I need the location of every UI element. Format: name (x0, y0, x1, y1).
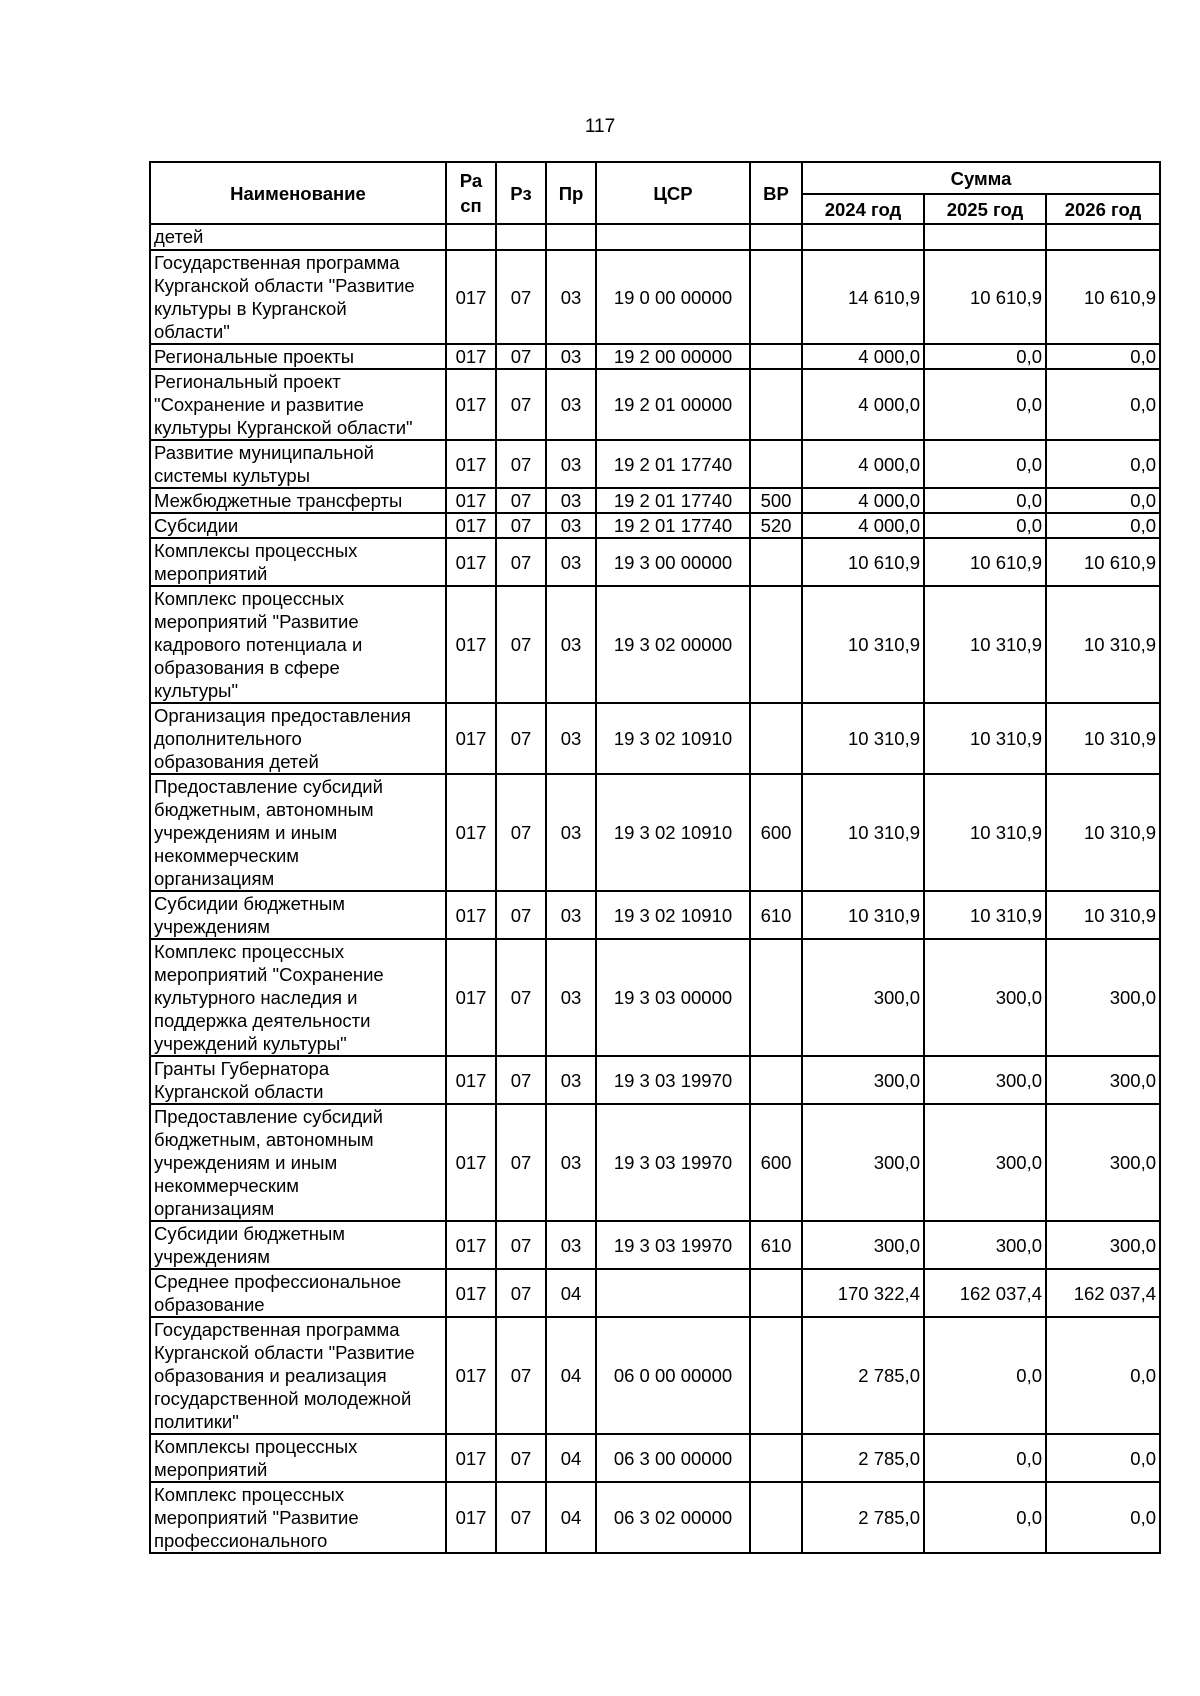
row-amount-2025: 10 310,9 (924, 891, 1046, 939)
row-rz: 07 (496, 1482, 546, 1553)
table-row (150, 1269, 1160, 1317)
row-name: Предоставление субсидий бюджетным, автономным учреждениям и иным некоммерческим организациям (150, 1104, 446, 1221)
row-amount-2026: 300,0 (1046, 1221, 1160, 1269)
row-csr: 19 3 03 19970 (596, 1221, 750, 1269)
row-vr (750, 369, 802, 440)
row-name: Государственная программа Курганской области "Развитие образования и реализация государственной молодежной политики" (150, 1317, 446, 1434)
row-amount-2024: 4 000,0 (802, 513, 924, 538)
row-csr: 19 3 03 00000 (596, 939, 750, 1056)
row-csr: 19 2 00 00000 (596, 344, 750, 369)
row-rasp: 017 (446, 369, 496, 440)
row-rasp: 017 (446, 1434, 496, 1482)
row-vr (750, 703, 802, 774)
row-rz: 07 (496, 250, 546, 344)
row-rz: 07 (496, 774, 546, 891)
row-csr: 19 3 02 10910 (596, 774, 750, 891)
row-name: Комплекс процессных мероприятий "Развитие профессионального (150, 1482, 446, 1553)
row-csr: 19 2 01 00000 (596, 369, 750, 440)
row-amount-2025: 0,0 (924, 1482, 1046, 1553)
table-row (150, 939, 1160, 1056)
row-amount-2024: 4 000,0 (802, 344, 924, 369)
row-vr (750, 939, 802, 1056)
row-rasp: 017 (446, 1221, 496, 1269)
row-rasp: 017 (446, 538, 496, 586)
row-amount-2026: 300,0 (1046, 1056, 1160, 1104)
row-vr (750, 1482, 802, 1553)
row-vr: 520 (750, 513, 802, 538)
row-amount-2024: 300,0 (802, 1104, 924, 1221)
row-vr (750, 440, 802, 488)
row-amount-2025: 0,0 (924, 440, 1046, 488)
row-amount-2026: 0,0 (1046, 440, 1160, 488)
header-sum: Сумма (802, 162, 1160, 194)
header-2025: 2025 год (924, 194, 1046, 224)
row-pr: 03 (546, 891, 596, 939)
row-pr: 03 (546, 250, 596, 344)
row-name: Комплекс процессных мероприятий "Сохранение культурного наследия и поддержка деятельности учреждений культуры" (150, 939, 446, 1056)
table-row (150, 440, 1160, 488)
table-row (150, 538, 1160, 586)
table-row (150, 1104, 1160, 1221)
row-csr: 19 3 02 10910 (596, 703, 750, 774)
row-amount-2026: 0,0 (1046, 1482, 1160, 1553)
row-amount-2024: 4 000,0 (802, 488, 924, 513)
row-csr: 19 0 00 00000 (596, 250, 750, 344)
table-row (150, 891, 1160, 939)
row-vr (750, 1317, 802, 1434)
row-amount-2025: 0,0 (924, 1434, 1046, 1482)
row-vr (750, 344, 802, 369)
row-amount-2025: 300,0 (924, 939, 1046, 1056)
row-rz: 07 (496, 891, 546, 939)
row-vr (750, 224, 802, 250)
row-csr: 06 0 00 00000 (596, 1317, 750, 1434)
row-rz: 07 (496, 538, 546, 586)
table-row (150, 586, 1160, 703)
row-name: Государственная программа Курганской области "Развитие культуры в Курганской области" (150, 250, 446, 344)
row-amount-2026: 0,0 (1046, 344, 1160, 369)
row-vr (750, 538, 802, 586)
row-amount-2024: 2 785,0 (802, 1317, 924, 1434)
row-amount-2025: 0,0 (924, 344, 1046, 369)
header-vr: ВР (750, 162, 802, 224)
row-rz: 07 (496, 1269, 546, 1317)
row-amount-2025: 10 310,9 (924, 586, 1046, 703)
row-amount-2024: 2 785,0 (802, 1434, 924, 1482)
row-amount-2026: 162 037,4 (1046, 1269, 1160, 1317)
row-name: Субсидии бюджетным учреждениям (150, 891, 446, 939)
row-vr: 500 (750, 488, 802, 513)
row-amount-2026: 10 310,9 (1046, 774, 1160, 891)
row-csr: 06 3 00 00000 (596, 1434, 750, 1482)
row-name: Субсидии (150, 513, 446, 538)
table-row (150, 1434, 1160, 1482)
row-amount-2025: 0,0 (924, 1317, 1046, 1434)
row-amount-2024: 300,0 (802, 939, 924, 1056)
row-amount-2024: 300,0 (802, 1056, 924, 1104)
row-rasp: 017 (446, 1104, 496, 1221)
row-amount-2026: 0,0 (1046, 1317, 1160, 1434)
row-vr: 600 (750, 774, 802, 891)
row-pr: 03 (546, 939, 596, 1056)
row-rasp: 017 (446, 488, 496, 513)
row-amount-2025: 10 310,9 (924, 703, 1046, 774)
row-amount-2026 (1046, 224, 1160, 250)
header-pr: Пр (546, 162, 596, 224)
header-name: Наименование (150, 162, 446, 224)
row-pr: 03 (546, 1056, 596, 1104)
row-amount-2025 (924, 224, 1046, 250)
row-amount-2025: 162 037,4 (924, 1269, 1046, 1317)
table-row (150, 488, 1160, 513)
table-row (150, 774, 1160, 891)
row-csr: 19 2 01 17740 (596, 513, 750, 538)
row-rasp: 017 (446, 440, 496, 488)
row-pr: 04 (546, 1317, 596, 1434)
table-header (150, 162, 1160, 224)
row-amount-2025: 0,0 (924, 513, 1046, 538)
row-pr: 04 (546, 1269, 596, 1317)
row-csr: 19 3 00 00000 (596, 538, 750, 586)
row-rasp: 017 (446, 1482, 496, 1553)
row-amount-2026: 0,0 (1046, 488, 1160, 513)
row-csr: 19 2 01 17740 (596, 440, 750, 488)
row-vr (750, 586, 802, 703)
row-amount-2026: 10 310,9 (1046, 891, 1160, 939)
row-amount-2026: 0,0 (1046, 1434, 1160, 1482)
row-amount-2024: 10 610,9 (802, 538, 924, 586)
table-row (150, 1482, 1160, 1553)
row-rz: 07 (496, 703, 546, 774)
row-amount-2024: 10 310,9 (802, 703, 924, 774)
row-amount-2025: 300,0 (924, 1104, 1046, 1221)
table-body (150, 224, 1160, 1553)
row-amount-2024: 10 310,9 (802, 891, 924, 939)
row-amount-2025: 300,0 (924, 1056, 1046, 1104)
table-row (150, 513, 1160, 538)
row-rasp: 017 (446, 250, 496, 344)
row-amount-2024 (802, 224, 924, 250)
row-pr: 03 (546, 1104, 596, 1221)
row-vr (750, 250, 802, 344)
row-name: Предоставление субсидий бюджетным, автономным учреждениям и иным некоммерческим организациям (150, 774, 446, 891)
row-rz (496, 224, 546, 250)
row-csr: 19 3 02 10910 (596, 891, 750, 939)
row-rasp (446, 224, 496, 250)
row-pr: 03 (546, 538, 596, 586)
row-amount-2025: 10 310,9 (924, 774, 1046, 891)
row-csr (596, 1269, 750, 1317)
row-amount-2026: 0,0 (1046, 513, 1160, 538)
row-vr (750, 1269, 802, 1317)
row-rasp: 017 (446, 513, 496, 538)
row-pr (546, 224, 596, 250)
row-csr (596, 224, 750, 250)
row-rz: 07 (496, 1221, 546, 1269)
table-row (150, 369, 1160, 440)
page-number: 117 (584, 116, 616, 137)
row-vr: 600 (750, 1104, 802, 1221)
row-name: Региональные проекты (150, 344, 446, 369)
row-pr: 03 (546, 344, 596, 369)
row-rasp: 017 (446, 1056, 496, 1104)
row-csr: 06 3 02 00000 (596, 1482, 750, 1553)
row-amount-2025: 0,0 (924, 488, 1046, 513)
row-amount-2026: 10 610,9 (1046, 250, 1160, 344)
row-name: Субсидии бюджетным учреждениям (150, 1221, 446, 1269)
row-amount-2025: 10 610,9 (924, 538, 1046, 586)
row-pr: 03 (546, 488, 596, 513)
header-rasp: Ра сп (446, 162, 496, 224)
row-amount-2026: 300,0 (1046, 939, 1160, 1056)
row-pr: 03 (546, 774, 596, 891)
row-amount-2025: 0,0 (924, 369, 1046, 440)
row-rz: 07 (496, 488, 546, 513)
row-vr (750, 1434, 802, 1482)
row-pr: 03 (546, 440, 596, 488)
row-rasp: 017 (446, 586, 496, 703)
row-pr: 03 (546, 513, 596, 538)
row-amount-2026: 10 310,9 (1046, 586, 1160, 703)
row-rasp: 017 (446, 774, 496, 891)
row-rz: 07 (496, 1056, 546, 1104)
row-pr: 04 (546, 1434, 596, 1482)
row-rasp: 017 (446, 1269, 496, 1317)
row-name: Межбюджетные трансферты (150, 488, 446, 513)
budget-table (149, 161, 1161, 1554)
row-csr: 19 3 03 19970 (596, 1056, 750, 1104)
row-name: Комплексы процессных мероприятий (150, 538, 446, 586)
row-rasp: 017 (446, 939, 496, 1056)
row-rz: 07 (496, 1317, 546, 1434)
table-row (150, 703, 1160, 774)
row-rz: 07 (496, 1434, 546, 1482)
row-vr: 610 (750, 891, 802, 939)
row-amount-2024: 10 310,9 (802, 586, 924, 703)
row-csr: 19 2 01 17740 (596, 488, 750, 513)
row-vr (750, 1056, 802, 1104)
row-amount-2024: 2 785,0 (802, 1482, 924, 1553)
row-rz: 07 (496, 513, 546, 538)
row-rz: 07 (496, 1104, 546, 1221)
row-name: Гранты Губернатора Курганской области (150, 1056, 446, 1104)
table-row (150, 1056, 1160, 1104)
row-pr: 04 (546, 1482, 596, 1553)
row-amount-2026: 300,0 (1046, 1104, 1160, 1221)
row-amount-2024: 300,0 (802, 1221, 924, 1269)
row-rz: 07 (496, 586, 546, 703)
row-vr: 610 (750, 1221, 802, 1269)
row-amount-2024: 170 322,4 (802, 1269, 924, 1317)
table-row (150, 250, 1160, 344)
table-row (150, 1317, 1160, 1434)
row-pr: 03 (546, 586, 596, 703)
row-amount-2025: 300,0 (924, 1221, 1046, 1269)
table-row (150, 224, 1160, 250)
row-csr: 19 3 02 00000 (596, 586, 750, 703)
row-rz: 07 (496, 369, 546, 440)
row-pr: 03 (546, 1221, 596, 1269)
row-rasp: 017 (446, 1317, 496, 1434)
row-name: Среднее профессиональное образование (150, 1269, 446, 1317)
row-rz: 07 (496, 344, 546, 369)
row-amount-2026: 0,0 (1046, 369, 1160, 440)
row-rz: 07 (496, 440, 546, 488)
row-rz: 07 (496, 939, 546, 1056)
table-row (150, 344, 1160, 369)
row-amount-2026: 10 310,9 (1046, 703, 1160, 774)
row-name: Развитие муниципальной системы культуры (150, 440, 446, 488)
row-name: Комплексы процессных мероприятий (150, 1434, 446, 1482)
row-name: Региональный проект "Сохранение и развитие культуры Курганской области" (150, 369, 446, 440)
row-pr: 03 (546, 703, 596, 774)
row-rasp: 017 (446, 703, 496, 774)
header-csr: ЦСР (596, 162, 750, 224)
row-name: Организация предоставления дополнительного образования детей (150, 703, 446, 774)
row-amount-2024: 14 610,9 (802, 250, 924, 344)
header-2026: 2026 год (1046, 194, 1160, 224)
row-pr: 03 (546, 369, 596, 440)
row-csr: 19 3 03 19970 (596, 1104, 750, 1221)
row-name: Комплекс процессных мероприятий "Развитие кадрового потенциала и образования в сфере культуры" (150, 586, 446, 703)
row-amount-2026: 10 610,9 (1046, 538, 1160, 586)
row-amount-2024: 4 000,0 (802, 440, 924, 488)
row-amount-2024: 10 310,9 (802, 774, 924, 891)
header-rz: Рз (496, 162, 546, 224)
row-rasp: 017 (446, 344, 496, 369)
row-amount-2024: 4 000,0 (802, 369, 924, 440)
row-name: детей (150, 224, 446, 250)
table-row (150, 1221, 1160, 1269)
row-amount-2025: 10 610,9 (924, 250, 1046, 344)
header-2024: 2024 год (802, 194, 924, 224)
row-rasp: 017 (446, 891, 496, 939)
